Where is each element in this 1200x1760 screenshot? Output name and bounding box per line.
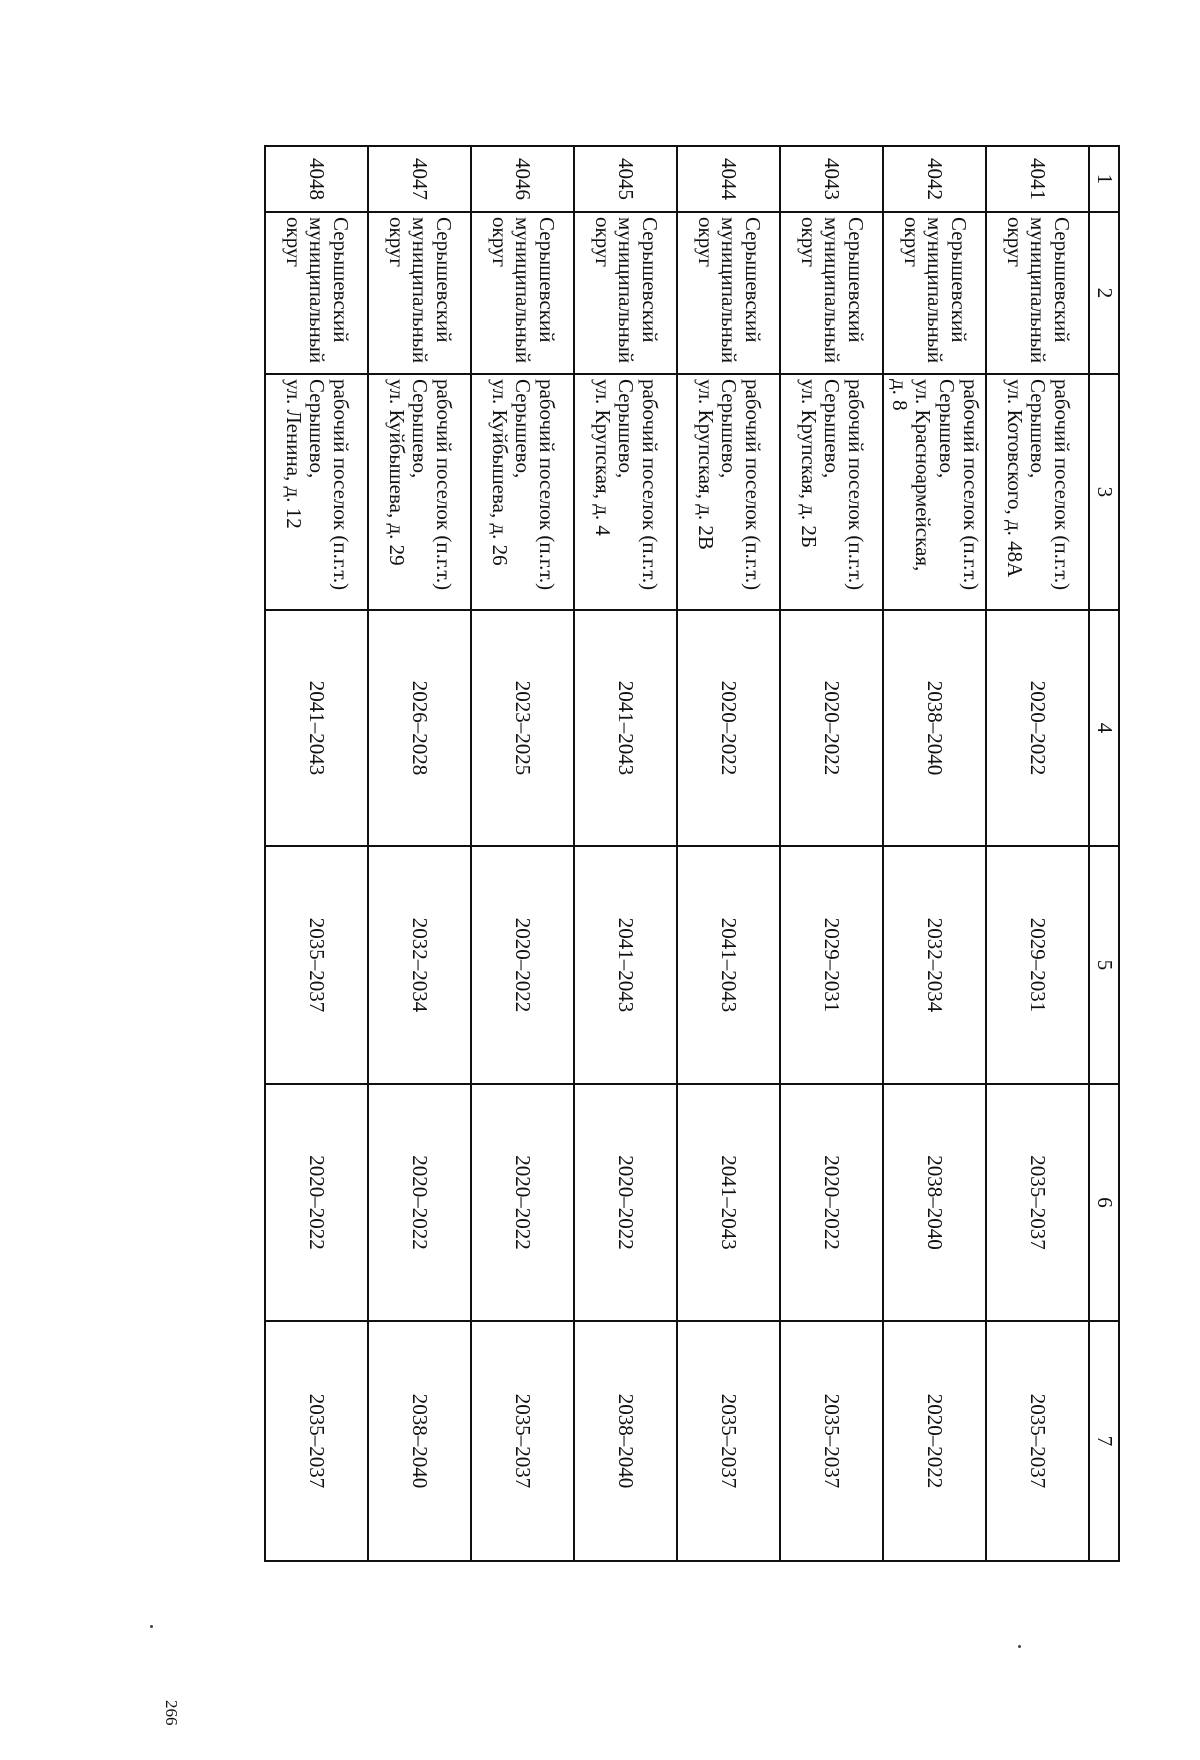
row-number-cell: 4045 [574,146,677,212]
period-cell-c7: 2035–2037 [986,1321,1089,1561]
data-table [264,145,1120,1562]
district-cell [368,212,471,374]
period-cell-c4: 2023–2025 [471,610,574,846]
period-cell-c4: 2020–2022 [677,610,780,846]
header-cell-4: 4 [1089,610,1119,846]
period-cell-c7: 2035–2037 [677,1321,780,1561]
address-line: рабочий поселок (п.г.т.) [958,379,983,591]
address-line: ул. Крупская, д. 4 [590,379,615,536]
address-line: Серышево, [1026,379,1051,479]
period-cell-c7: 2038–2040 [368,1321,471,1561]
district-cell [265,212,368,374]
address-cell [780,374,883,610]
address-line: рабочий поселок (п.г.т.) [740,379,765,591]
period-cell-c6: 2020–2022 [471,1084,574,1321]
address-line: рабочий поселок (п.г.т.) [1049,379,1074,591]
address-line: рабочий поселок (п.г.т.) [637,379,662,591]
table-body [265,146,1089,1561]
district-line: Серышевский [534,217,559,343]
address-line: рабочий поселок (п.г.т.) [328,379,353,591]
period-cell-c4: 2041–2043 [265,610,368,846]
period-cell-c6: 2035–2037 [986,1084,1089,1321]
header-row [1089,146,1119,1561]
table-row [471,146,574,1561]
page-number: 266 [162,1700,181,1726]
address-cell [368,374,471,610]
district-line: Серышевский [431,217,456,343]
address-cell [986,374,1089,610]
district-line: Серышевский [843,217,868,343]
address-cell [574,374,677,610]
district-line: муниципальный [820,217,845,364]
period-cell-c7: 2035–2037 [265,1321,368,1561]
address-line: д. 8 [887,379,912,411]
district-line: округ [384,217,409,268]
period-cell-c4: 2038–2040 [883,610,986,846]
header-cell-6: 6 [1089,1084,1119,1321]
table-row [574,146,677,1561]
address-line: ул. Куйбышева, д. 29 [384,379,409,566]
period-cell-c7: 2020–2022 [883,1321,986,1561]
district-line: округ [899,217,924,268]
address-line: ул. Котовского, д. 48А [1002,379,1027,578]
row-number-cell: 4041 [986,146,1089,212]
address-cell [265,374,368,610]
period-cell-c5: 2029–2031 [780,846,883,1084]
address-line: ул. Красноармейская, [911,379,936,572]
period-cell-c4: 2026–2028 [368,610,471,846]
district-cell [780,212,883,374]
address-cell [677,374,780,610]
district-line: муниципальный [1026,217,1051,364]
address-line: ул. Крупская, д. 2В [693,379,718,550]
row-number-cell: 4046 [471,146,574,212]
district-line: муниципальный [305,217,330,364]
district-cell [471,212,574,374]
period-cell-c6: 2041–2043 [677,1084,780,1321]
period-cell-c4: 2020–2022 [986,610,1089,846]
address-line: Серышево, [408,379,433,479]
district-line: Серышевский [328,217,353,343]
period-cell-c7: 2035–2037 [780,1321,883,1561]
district-cell [677,212,780,374]
district-line: Серышевский [946,217,971,343]
address-line: рабочий поселок (п.г.т.) [431,379,456,591]
district-line: муниципальный [614,217,639,364]
district-line: округ [281,217,306,268]
table-row [883,146,986,1561]
address-line: Серышево, [717,379,742,479]
header-cell-3: 3 [1089,374,1119,610]
address-line: ул. Крупская, д. 2Б [796,379,821,548]
address-line: Серышево, [511,379,536,479]
rotated-table-container [264,145,1120,1562]
district-line: муниципальный [511,217,536,364]
address-line: Серышево, [935,379,960,479]
table-row [677,146,780,1561]
district-line: Серышевский [637,217,662,343]
row-number-cell: 4047 [368,146,471,212]
period-cell-c6: 2020–2022 [368,1084,471,1321]
period-cell-c6: 2020–2022 [574,1084,677,1321]
period-cell-c6: 2038–2040 [883,1084,986,1321]
address-line: рабочий поселок (п.г.т.) [843,379,868,591]
row-number-cell: 4043 [780,146,883,212]
period-cell-c5: 2035–2037 [265,846,368,1084]
period-cell-c5: 2029–2031 [986,846,1089,1084]
row-number-cell: 4048 [265,146,368,212]
period-cell-c5: 2041–2043 [574,846,677,1084]
row-number-cell: 4044 [677,146,780,212]
address-line: ул. Ленина, д. 12 [281,379,306,529]
header-cell-7: 7 [1089,1321,1119,1561]
period-cell-c7: 2038–2040 [574,1321,677,1561]
period-cell-c4: 2020–2022 [780,610,883,846]
period-cell-c5: 2032–2034 [883,846,986,1084]
table-row [265,146,368,1561]
scan-speck [150,1625,153,1628]
district-cell [986,212,1089,374]
period-cell-c4: 2041–2043 [574,610,677,846]
district-line: Серышевский [1049,217,1074,343]
header-cell-1: 1 [1089,146,1119,212]
district-line: округ [796,217,821,268]
district-line: округ [693,217,718,268]
district-line: муниципальный [923,217,948,364]
district-line: муниципальный [408,217,433,364]
address-cell [883,374,986,610]
address-line: Серышево, [305,379,330,479]
district-cell [574,212,677,374]
district-line: округ [590,217,615,268]
address-line: Серышево, [614,379,639,479]
district-line: округ [487,217,512,268]
header-cell-5: 5 [1089,846,1119,1084]
district-line: округ [1002,217,1027,268]
table-row [986,146,1089,1561]
table-row [368,146,471,1561]
period-cell-c5: 2041–2043 [677,846,780,1084]
period-cell-c6: 2020–2022 [780,1084,883,1321]
district-cell [883,212,986,374]
table-row [780,146,883,1561]
address-line: рабочий поселок (п.г.т.) [534,379,559,591]
period-cell-c6: 2020–2022 [265,1084,368,1321]
period-cell-c5: 2032–2034 [368,846,471,1084]
district-line: Серышевский [740,217,765,343]
scan-speck [1018,1645,1021,1648]
period-cell-c7: 2035–2037 [471,1321,574,1561]
address-line: ул. Куйбышева, д. 26 [487,379,512,566]
row-number-cell: 4042 [883,146,986,212]
header-cell-2: 2 [1089,212,1119,374]
period-cell-c5: 2020–2022 [471,846,574,1084]
district-line: муниципальный [717,217,742,364]
address-line: Серышево, [820,379,845,479]
address-cell [471,374,574,610]
